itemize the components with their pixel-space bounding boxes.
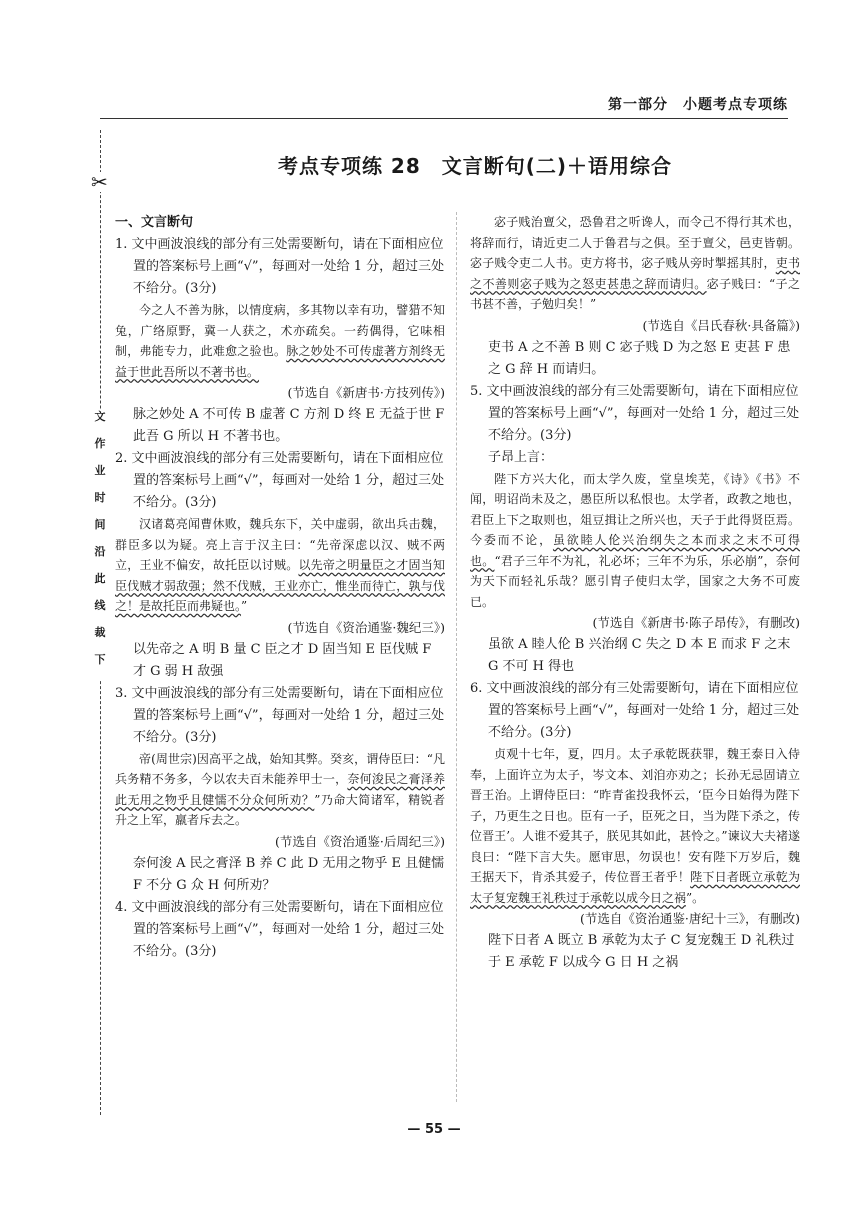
- passage-text: 贞观十七年，夏，四月。太子承乾既获罪，魏王泰日入侍奉，上面许立为太子，岑文本、刘洎亦劝之；长孙无忌固请立晋王治。上谓侍臣曰：“昨青雀投我怀云，‘臣今日始得为陛下子，乃更生之日也。臣有一子，臣死之日，当为陛下杀之，传位晋王’。人谁不爱其子，朕见其如此，甚怜之。”谏议大夫褚遂良曰：“陛下言大失。愿审思，勿误也！安有陛下万岁后，魏王据天下，肯杀其爱子，传位晋王者乎！: [470, 747, 800, 884]
- passage-text-end: ”乃命大简诸军，精锐者升之上军，羸者斥去之。: [115, 792, 445, 827]
- cut-char: 业: [88, 464, 112, 491]
- source-citation: (节选自《资治通鉴·唐纪十三》，有删改): [580, 911, 800, 926]
- section-header: 第一部分 小题考点专项练: [608, 97, 788, 113]
- passage-text-end: ”。: [686, 890, 705, 905]
- question-prompt: 1. 文中画波浪线的部分有三处需要断句，请在下面相应位置的答案标号上画“√”，每画对一处给 1 分，超过三处不给分。(3分): [115, 237, 445, 296]
- question-prompt: 5. 文中画波浪线的部分有三处需要断句，请在下面相应位置的答案标号上画“√”，每画对一处给 1 分，超过三处不给分。(3分): [470, 383, 800, 443]
- wavy-underlined-text: 虽欲睦人伦兴治纲失之本而求之末不可得也。: [470, 533, 800, 568]
- cut-char: 下: [88, 653, 112, 680]
- answer-options: 以先帝之 A 明 B 量 C 臣之才 D 固当知 E 臣伐贼 F 才 G 弱 H 敌强: [133, 641, 432, 679]
- header-rule: [100, 118, 788, 119]
- source-citation: (节选自《新唐书·陈子昂传》，有删改): [592, 615, 800, 630]
- page-number: — 55 —: [407, 1122, 461, 1137]
- wavy-underlined-text: 陛下日者既立承乾为太子复宠魏王礼秩过于承乾以成今日之祸: [470, 870, 800, 905]
- source-citation: (节选自《资治通鉴·魏纪三》): [287, 619, 445, 635]
- source-citation: (节选自《资治通鉴·后周纪三》): [275, 833, 445, 849]
- passage: [115, 300, 445, 382]
- question-6: [470, 678, 800, 974]
- left-column: [115, 212, 445, 963]
- passage: [470, 212, 800, 315]
- question-2: [115, 448, 445, 683]
- passage-text-end: “君子三年不为礼，礼必坏；三年不为乐，乐必崩”，奈何为天下而轻礼乐哉？愿引胄子使归太学，国家之大务不可废已。: [470, 553, 800, 609]
- question-4-body: [470, 212, 800, 381]
- source-citation: (节选自《吕氏春秋·具备篇》): [642, 317, 800, 333]
- question-prompt: 4. 文中画波浪线的部分有三处需要断句，请在下面相应位置的答案标号上画“√”，每画对一处给 1 分，超过三处不给分。(3分): [115, 899, 445, 959]
- passage-text: 陛下方兴大化，而太学久废，堂皇埃芜，《诗》《书》不闻，明诏尚未及之，愚臣所以私恨也。太学者，政教之地也，君臣上下之取则也，俎豆揖让之所兴也，天子于此得贤臣焉。今委而不论，: [470, 471, 800, 547]
- passage: [115, 514, 445, 617]
- question-1: [115, 234, 445, 448]
- wavy-underlined-text: 脉之妙处不可传虚著方剂终无益于世此吾所以不著书也。: [115, 344, 445, 379]
- cut-char: 沿: [88, 545, 112, 572]
- cut-char: 线: [88, 599, 112, 626]
- passage-text: 今之人不善为脉，以情度病，多其物以幸有功，譬猎不知兔，广络原野，冀一人获之，术亦疏矣。一药偶得，它味相制，弗能专力，此难愈之验也。: [115, 303, 445, 358]
- question-prompt: 3. 文中画波浪线的部分有三处需要断句，请在下面相应位置的答案标号上画“√”，每画对一处给 1 分，超过三处不给分。(3分): [115, 685, 445, 745]
- answer-options: 虽欲 A 睦人伦 B 兴治纲 C 失之 D 本 E 而求 F 之末 G 不可 H 得也: [488, 637, 791, 674]
- cut-char: 时: [88, 491, 112, 518]
- wavy-underlined-text: 以先帝之明量臣之才固当知臣伐贼才弱敌强；然不伐贼，王业亦亡，惟坐而待亡，孰与伐之！是故托臣而弗疑也。: [115, 558, 445, 613]
- right-column: [470, 212, 800, 974]
- question-5: [470, 381, 800, 679]
- scissors-icon: ✂: [91, 170, 108, 194]
- passage-text-end: 宓子贱曰：“子之书甚不善，子勉归矣！”: [470, 276, 800, 311]
- cut-line-label: [88, 410, 112, 680]
- question-3: [115, 683, 445, 897]
- cut-char: 此: [88, 572, 112, 599]
- cut-char: 作: [88, 437, 112, 464]
- question-prompt: 6. 文中画波浪线的部分有三处需要断句，请在下面相应位置的答案标号上画“√”，每画对一处给 1 分，超过三处不给分。(3分): [470, 681, 800, 740]
- passage: [470, 744, 800, 908]
- passage-text-end: ”: [241, 599, 248, 613]
- passage-text: 帝(周世宗)因高平之战，始知其弊。癸亥，谓侍臣曰：“凡兵务精不务多，今以农夫百未能养甲士一，: [115, 751, 445, 786]
- cut-char: 间: [88, 518, 112, 545]
- answer-options: 脉之妙处 A 不可传 B 虚著 C 方剂 D 终 E 无益于世 F 此吾 G 所以 H 不著书也。: [133, 407, 445, 444]
- wavy-underlined-text: 吏书之不善则宓子贱为之怒吏甚患之辞而请归。: [470, 256, 800, 291]
- passage: [470, 469, 800, 613]
- answer-options: 陛下日者 A 既立 B 承乾为太子 C 复宠魏王 D 礼秩过于 E 承乾 F 以成今 G 日 H 之祸: [488, 933, 795, 970]
- wavy-underlined-text: 奈何浚民之膏泽养此无用之物乎且健懦不分众何所劝？: [115, 772, 445, 807]
- passage-text: 汉诸葛亮闻曹休败，魏兵东下，关中虚弱，欲出兵击魏，群臣多以为疑。亮上言于汉主曰：“先帝深虑以汉、贼不两立，王业不偏安，故托臣以讨贼。: [115, 517, 445, 572]
- answer-options: 奈何浚 A 民之膏泽 B 养 C 此 D 无用之物乎 E 且健懦 F 不分 G 众 H 何所劝？: [133, 855, 445, 893]
- page-title: 考点专项练 28 文言断句(二)＋语用综合: [277, 154, 673, 178]
- source-citation: (节选自《新唐书·方技列传》): [287, 385, 445, 400]
- column-divider: [456, 212, 457, 1102]
- answer-options: 吏书 A 之不善 B 则 C 宓子贱 D 为之怒 E 吏甚 F 患之 G 辞 H 而请归。: [488, 339, 791, 377]
- question-4-prompt-block: [115, 897, 445, 963]
- passage: [115, 749, 445, 831]
- cut-char: 裁: [88, 626, 112, 653]
- passage-text: 宓子贱治亶父，恐鲁君之听谗人，而令己不得行其术也，将辞而行，请近吏二人于鲁君与之俱。至于亶父，邑吏皆朝。宓子贱令吏二人书。吏方将书，宓子贱从旁时掣摇其肘，: [470, 215, 800, 270]
- section-heading: 一、文言断句: [115, 215, 194, 230]
- passage-lead: 子昂上言：: [488, 449, 554, 465]
- question-prompt: 2. 文中画波浪线的部分有三处需要断句，请在下面相应位置的答案标号上画“√”，每画对一处给 1 分，超过三处不给分。(3分): [115, 451, 445, 510]
- cut-char: 文: [88, 410, 112, 437]
